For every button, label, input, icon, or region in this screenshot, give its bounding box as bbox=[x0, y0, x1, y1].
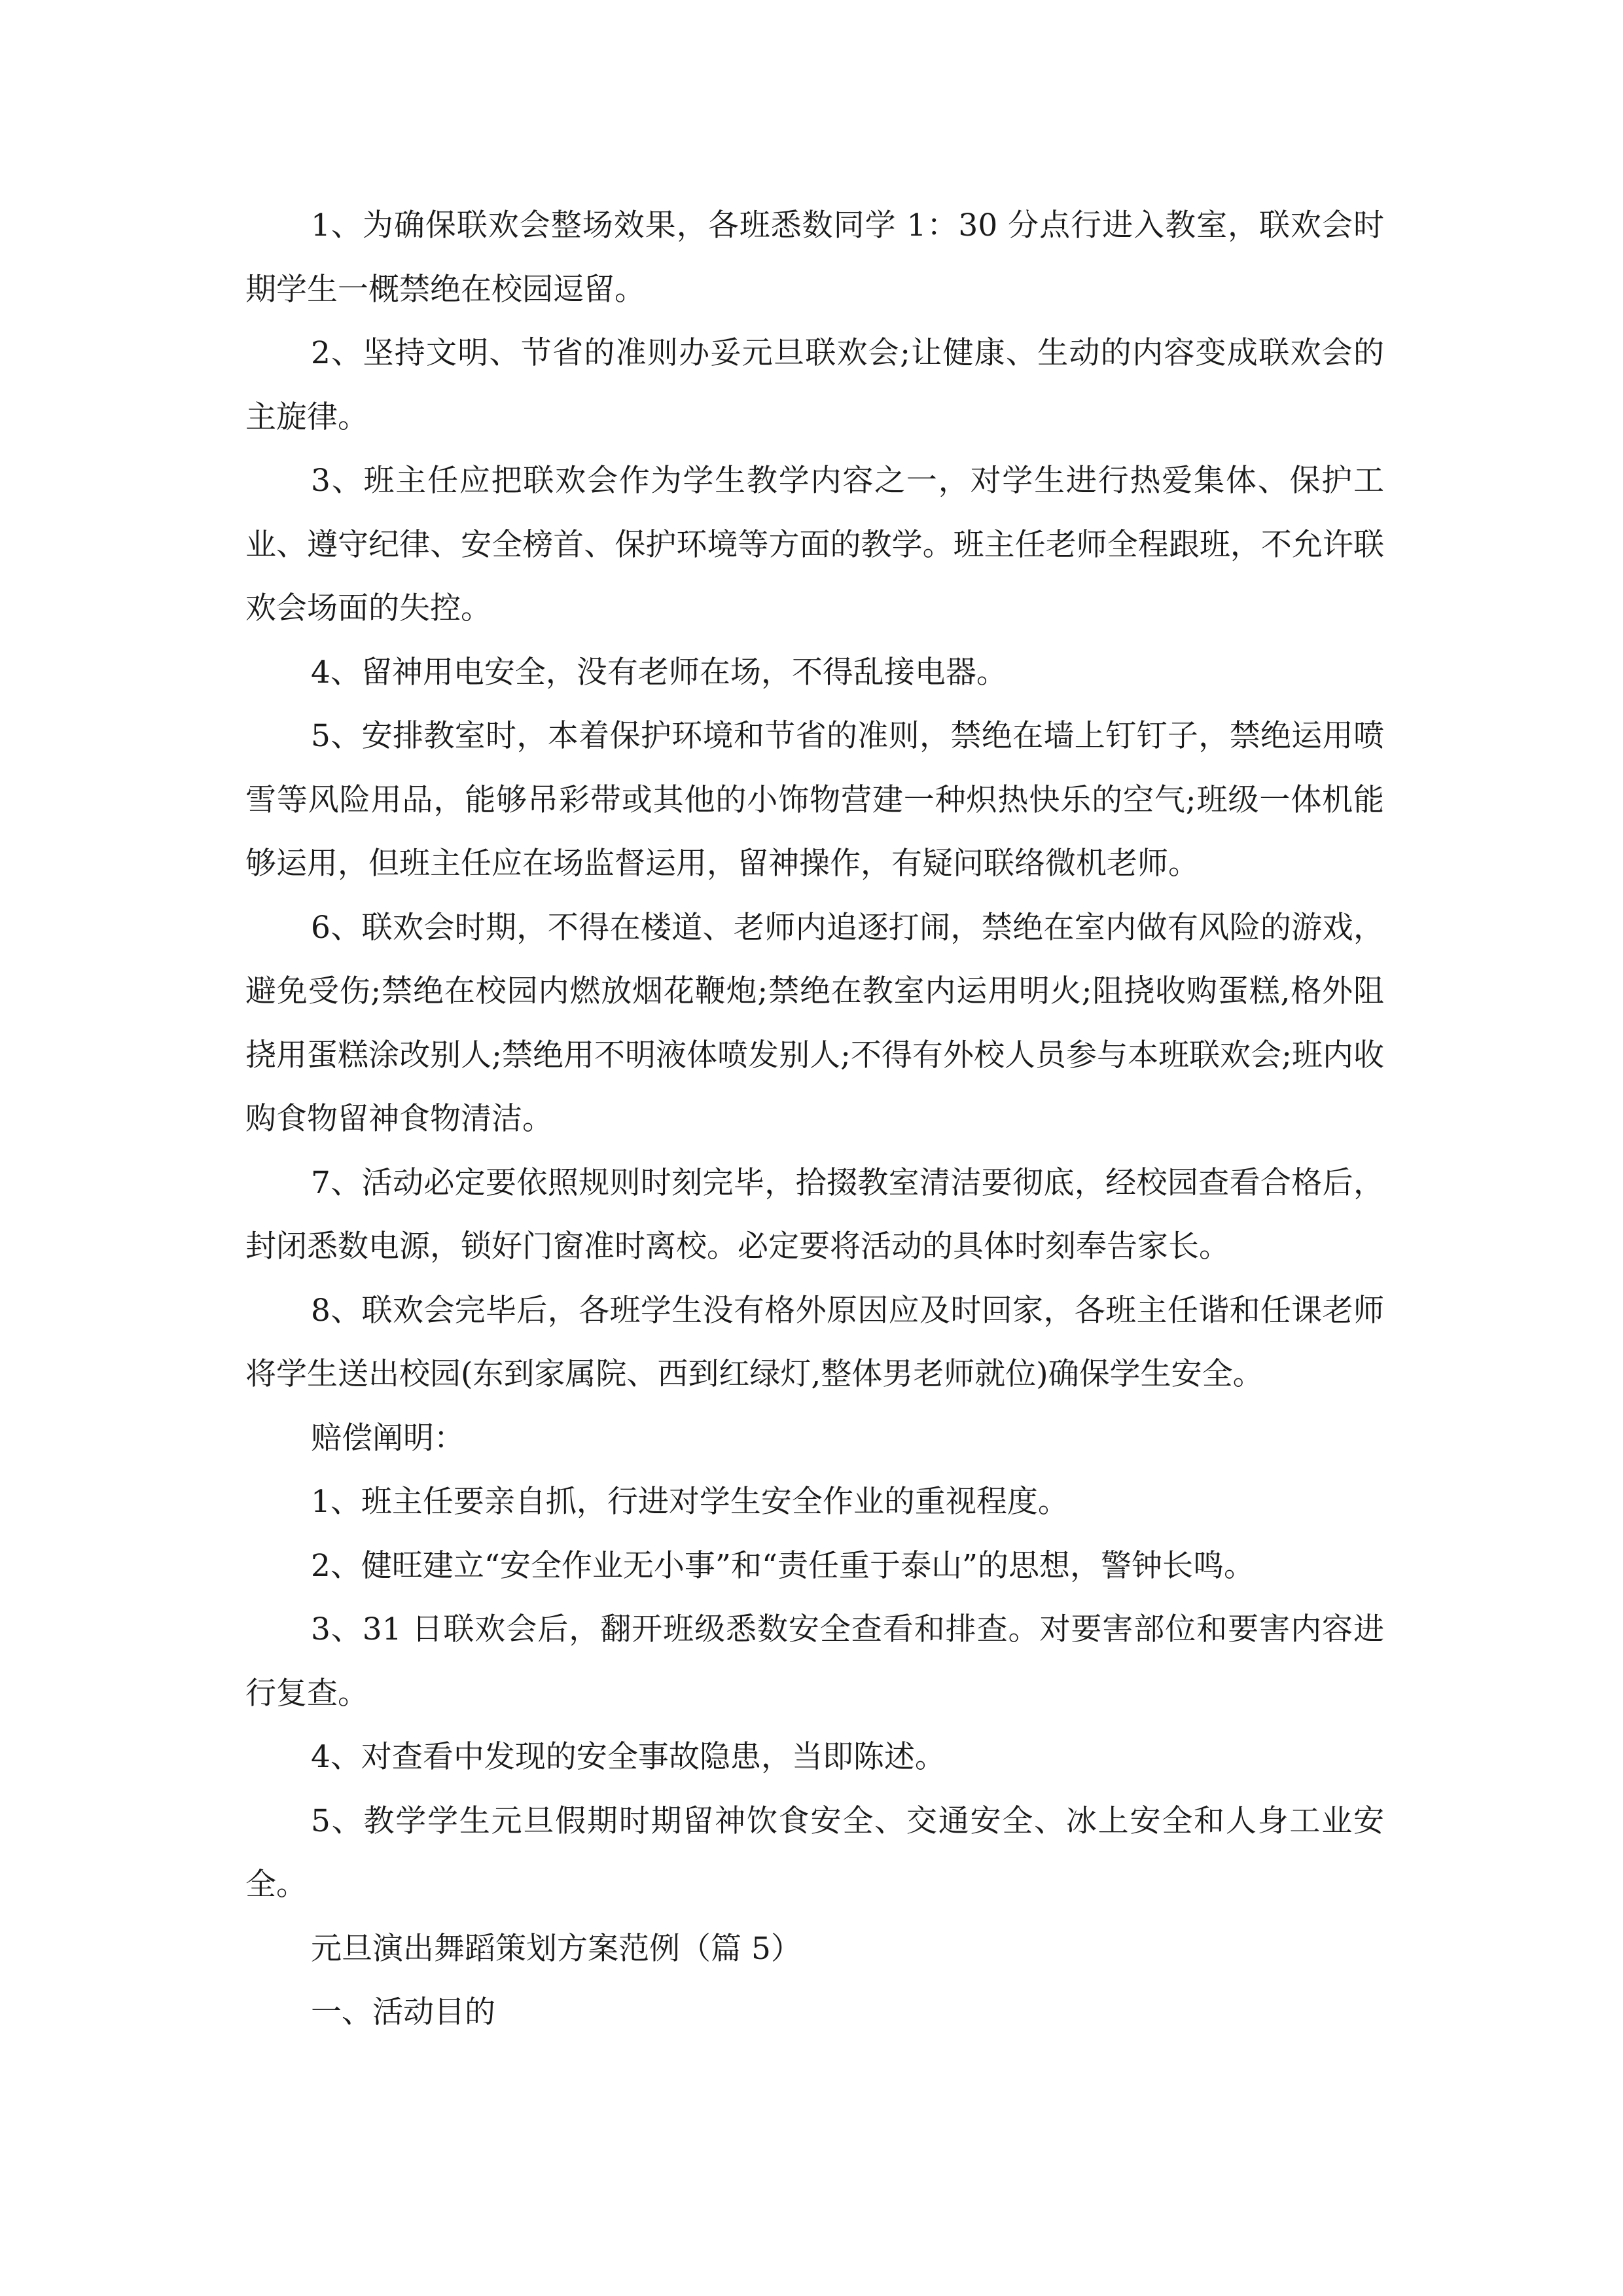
paragraph-8: 8、联欢会完毕后，各班学生没有格外原因应及时回家，各班主任谐和任课老师将学生送出校园(东到家属院、西到红绿灯,整体男老师就位)确保学生安全。 bbox=[245, 1292, 1384, 1392]
paragraph-6: 6、联欢会时期，不得在楼道、老师内追逐打闹，禁绝在室内做有风险的游戏，避免受伤;禁绝在校园内燃放烟花鞭炮;禁绝在教室内运用明火;阻挠收购蛋糕,格外阻挠用蛋糕涂改别人;禁绝用不明液体喷发别人;不得有外校人员参与本班联欢会;班内收购食物留神食物清洁。 bbox=[245, 909, 1384, 1137]
paragraph-10: 2、健旺建立“安全作业无小事”和“责任重于泰山”的思想，警钟长鸣。 bbox=[311, 1547, 1255, 1584]
paragraph-4: 4、留神用电安全，没有老师在场，不得乱接电器。 bbox=[311, 654, 1007, 691]
paragraph-13: 5、教学学生元旦假期时期留神饮食安全、交通安全、冰上安全和人身工业安全。 bbox=[245, 1803, 1384, 1903]
paragraph-1: 1、为确保联欢会整场效果，各班悉数同学 1：30 分点行进入教室，联欢会时期学生一概禁绝在校园逗留。 bbox=[245, 207, 1384, 308]
document-body bbox=[245, 194, 1384, 2045]
paragraph-5: 5、安排教室时，本着保护环境和节省的准则，禁绝在墙上钉钉子，禁绝运用喷雪等风险用品，能够吊彩带或其他的小饰物营建一种炽热快乐的空气;班级一体机能够运用，但班主任应在场监督运用，留神操作，有疑问联络微机老师。 bbox=[245, 718, 1384, 882]
paragraph-2: 2、坚持文明、节省的准则办妥元旦联欢会;让健康、生动的内容变成联欢会的主旋律。 bbox=[245, 335, 1384, 435]
paragraph-9: 1、班主任要亲自抓，行进对学生安全作业的重视程度。 bbox=[311, 1484, 1069, 1520]
section-title-part5: 元旦演出舞蹈策划方案范例（篇 5） bbox=[311, 1930, 802, 1967]
paragraph-3: 3、班主任应把联欢会作为学生教学内容之一，对学生进行热爱集体、保护工业、遵守纪律、安全榜首、保护环境等方面的教学。班主任老师全程跟班，不允许联欢会场面的失控。 bbox=[245, 463, 1384, 626]
paragraph-12: 4、对查看中发现的安全事故隐患，当即陈述。 bbox=[311, 1739, 946, 1775]
paragraph-11: 3、31 日联欢会后，翻开班级悉数安全查看和排查。对要害部位和要害内容进行复查。 bbox=[245, 1611, 1384, 1712]
paragraph-7: 7、活动必定要依照规则时刻完毕，拾掇教室清洁要彻底，经校园查看合格后，封闭悉数电源，锁好门窗准时离校。必定要将活动的具体时刻奉告家长。 bbox=[245, 1164, 1384, 1265]
section-heading-compensation: 赔偿阐明： bbox=[311, 1420, 465, 1456]
section-heading-activity-purpose: 一、活动目的 bbox=[311, 1994, 495, 2030]
